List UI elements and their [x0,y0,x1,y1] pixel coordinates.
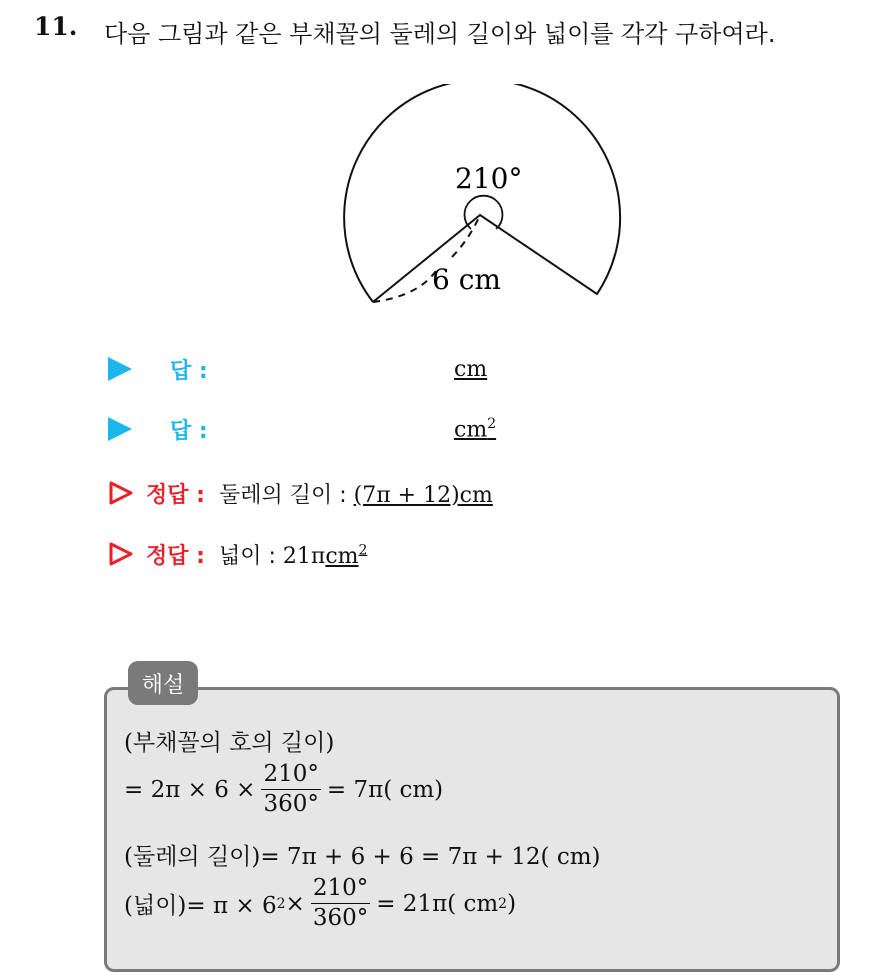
play-triangle-icon [108,417,132,441]
correct-label: 정답 : [146,482,205,508]
angle-label: 210° [455,162,523,195]
answer-label: 답 : [170,418,208,444]
question-text: 다음 그림과 같은 부채꼴의 둘레의 길이와 넓이를 각각 구하여라. [104,20,776,48]
correct-row-2 [108,537,367,571]
play-triangle-icon [108,357,132,381]
answer-label: 답 : [170,358,208,384]
correct-label: 정답 : [146,543,205,569]
explanation-line-1: (부채꼴의 호의 길이) [124,730,335,756]
answer-unit[interactable]: cm [454,356,488,382]
fraction: $\frac{210^\circ}{360^\circ}$ [312,875,369,932]
explanation-line-2: = 2π × 6 × $\frac{210^\circ}{360^\circ}$ = 7π( cm) [124,761,444,818]
explanation-line-4: (넓이)= π × 6 2 × $\frac{210^\circ}{360^\circ}$ = 21π( cm 2 ) [124,875,517,932]
radius-label: 6 cm [432,263,501,296]
correct-answer-area: 넓이 : 21πcm$^2$ [218,542,368,569]
outline-triangle-icon [108,480,134,506]
correct-answer-perimeter: 둘레의 길이 : (7π + 12)cm [218,482,493,508]
question-number: 11. [34,12,78,41]
explanation-tag: 해설 [128,661,198,705]
answer-row-1 [108,352,488,386]
explanation-line-3: (둘레의 길이)= 7π + 6 + 6 = 7π + 12( cm) [124,844,601,870]
answer-row-2 [108,412,497,446]
correct-row-1 [108,476,493,510]
sector-figure [330,84,630,309]
outline-triangle-icon [108,541,134,567]
answer-unit[interactable]: $cm^2$ [454,415,497,443]
fraction: $\frac{210^\circ}{360^\circ}$ [263,761,319,818]
